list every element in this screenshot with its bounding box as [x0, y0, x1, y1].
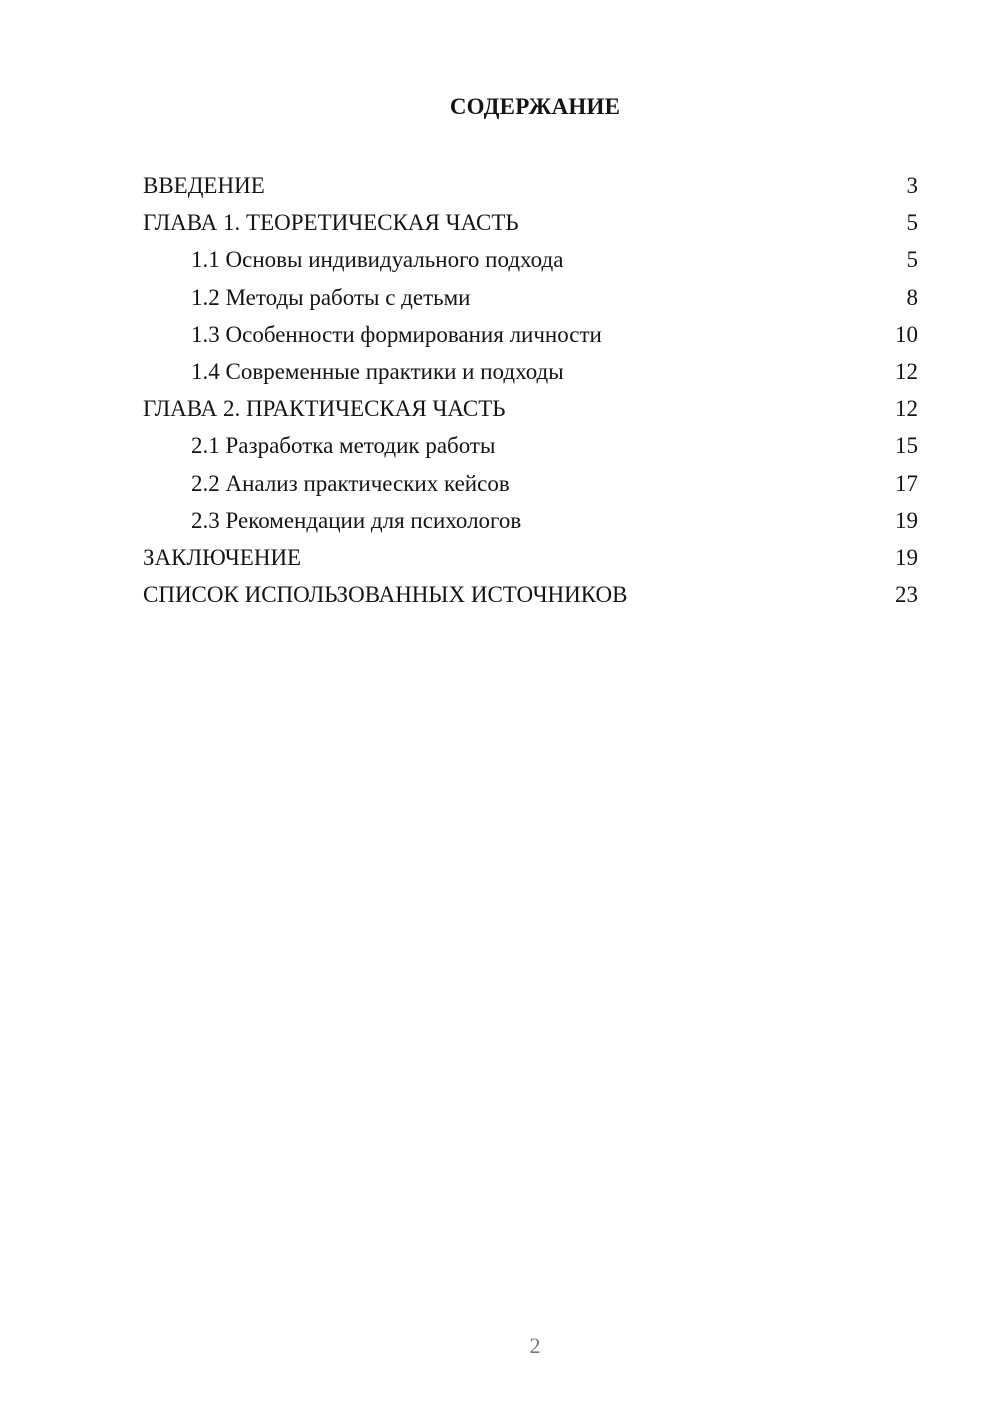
toc-entry-page: 19	[895, 544, 918, 570]
toc-row-conclusion[interactable]	[143, 539, 918, 576]
toc-entry-page: 5	[906, 247, 918, 273]
toc-entry-label: 2.3 Рекомендации для психологов	[191, 507, 522, 533]
table-of-contents	[143, 167, 918, 613]
toc-row-chapter-2[interactable]	[143, 390, 918, 427]
toc-entry-page: 5	[906, 210, 918, 236]
toc-row-section-2-2[interactable]	[143, 465, 918, 502]
toc-row-chapter-1[interactable]	[143, 204, 918, 241]
toc-entry-label: 2.2 Анализ практических кейсов	[191, 470, 510, 496]
toc-entry-page: 8	[906, 284, 918, 310]
toc-entry-page: 23	[895, 582, 918, 608]
toc-row-section-1-1[interactable]	[143, 241, 918, 278]
toc-row-section-1-3[interactable]	[143, 316, 918, 353]
toc-entry-page: 12	[895, 358, 918, 384]
toc-row-section-2-1[interactable]	[143, 427, 918, 464]
toc-entry-label: ВВЕДЕНИЕ	[143, 173, 265, 198]
toc-row-introduction[interactable]	[143, 167, 918, 204]
toc-row-section-1-4[interactable]	[143, 353, 918, 390]
toc-entry-page: 10	[895, 321, 918, 347]
toc-row-section-1-2[interactable]	[143, 279, 918, 316]
toc-row-references[interactable]	[143, 576, 918, 613]
page-number: 2	[529, 1333, 541, 1358]
toc-entry-label: ГЛАВА 1. ТЕОРЕТИЧЕСКАЯ ЧАСТЬ	[143, 210, 519, 236]
toc-entry-label: ЗАКЛЮЧЕНИЕ	[143, 544, 302, 570]
page-title: СОДЕРЖАНИЕ	[449, 94, 621, 119]
toc-entry-label: 1.4 Современные практики и подходы	[191, 358, 564, 384]
toc-entry-page: 17	[895, 470, 918, 496]
toc-entry-page: 3	[906, 173, 918, 198]
toc-entry-page: 15	[895, 433, 918, 459]
toc-entry-page: 12	[895, 396, 918, 422]
toc-entry-label: 2.1 Разработка методик работы	[191, 433, 496, 459]
toc-entry-label: СПИСОК ИСПОЛЬЗОВАННЫХ ИСТОЧНИКОВ	[143, 582, 628, 608]
toc-row-section-2-3[interactable]	[143, 502, 918, 539]
toc-entry-label: 1.2 Методы работы с детьми	[191, 284, 471, 310]
toc-entry-page: 19	[895, 507, 918, 533]
toc-entry-label: 1.3 Особенности формирования личности	[191, 321, 602, 347]
toc-entry-label: 1.1 Основы индивидуального подхода	[191, 247, 564, 273]
toc-entry-label: ГЛАВА 2. ПРАКТИЧЕСКАЯ ЧАСТЬ	[143, 396, 506, 422]
